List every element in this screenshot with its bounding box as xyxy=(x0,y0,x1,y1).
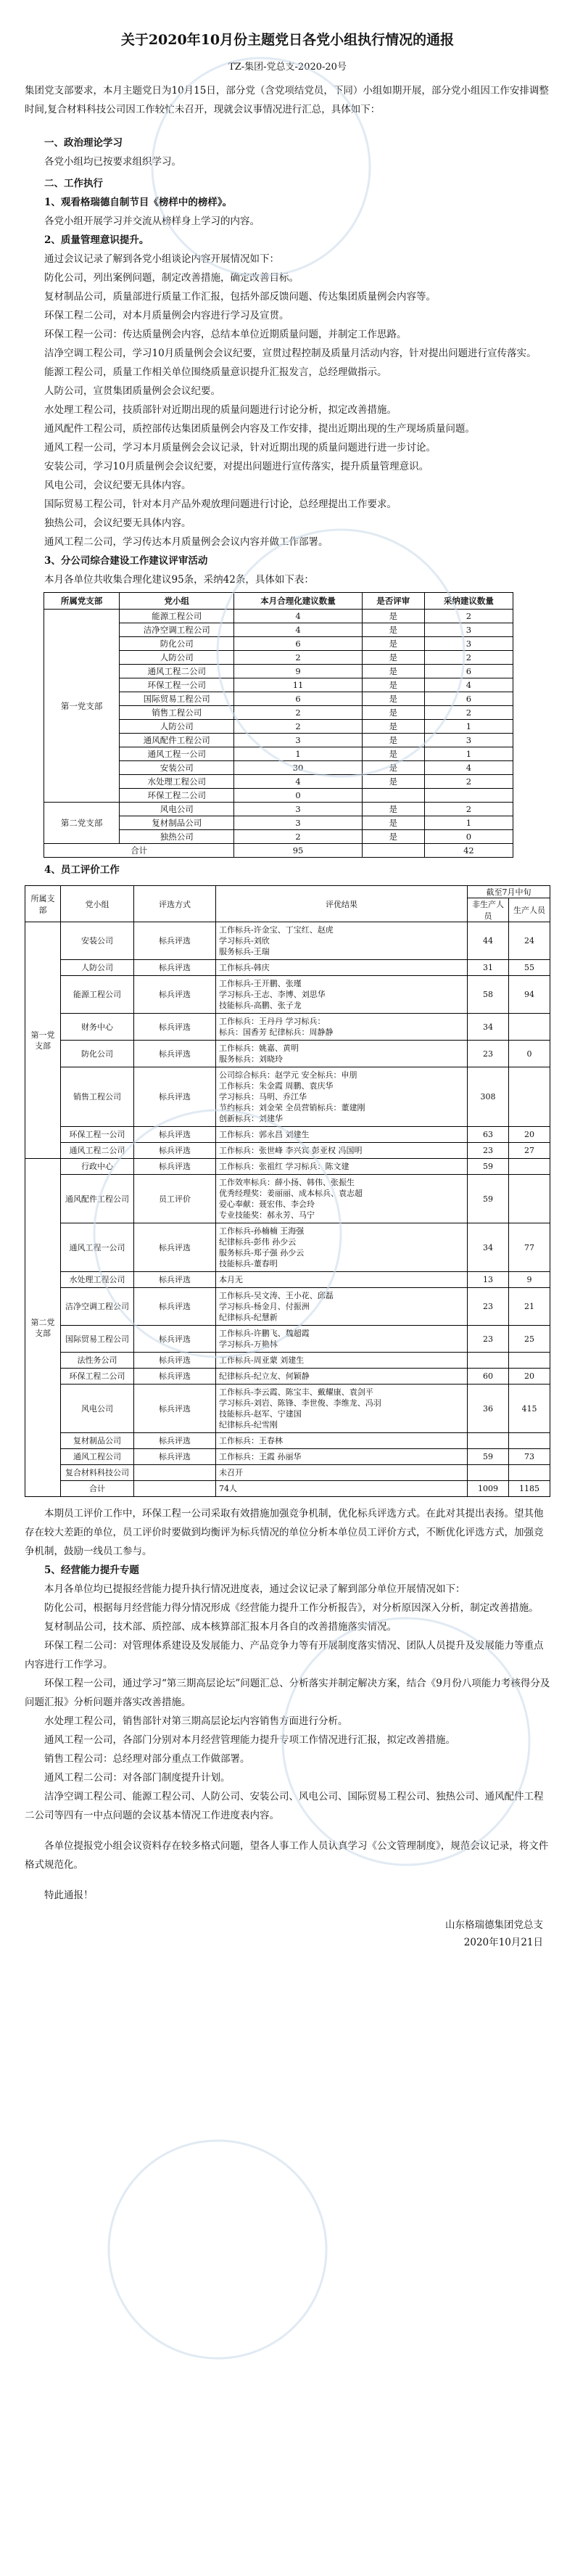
t1-header-review: 是否评审 xyxy=(362,593,424,610)
non-production-cell: 59 xyxy=(468,1175,509,1223)
group-cell: 通风工程一公司 xyxy=(120,747,234,761)
production-cell: 20 xyxy=(509,1369,550,1385)
adopted-cell: 2 xyxy=(424,651,513,665)
group-cell: 洁净空调工程公司 xyxy=(61,1288,134,1326)
adopted-cell: 1 xyxy=(424,816,513,830)
group-cell: 财务中心 xyxy=(61,1014,134,1041)
result-cell: 本月无 xyxy=(216,1272,468,1288)
section-1-heading: 一、政治理论学习 xyxy=(44,137,123,149)
group-cell: 复材制品公司 xyxy=(61,1433,134,1449)
review-cell: 是 xyxy=(362,665,424,678)
non-production-cell xyxy=(468,1433,509,1449)
table-row xyxy=(25,1223,550,1272)
adopted-cell: 2 xyxy=(424,775,513,789)
method-cell: 标兵评选 xyxy=(134,1067,216,1127)
production-cell xyxy=(509,1159,550,1175)
table-total-row xyxy=(44,844,513,858)
non-production-cell: 13 xyxy=(468,1272,509,1288)
production-cell: 73 xyxy=(509,1449,550,1465)
total-review-cell xyxy=(362,844,424,858)
review-cell: 是 xyxy=(362,803,424,816)
adopted-cell: 2 xyxy=(424,803,513,816)
ability-report-item: 通风工程一公司，各部门分别对本月经营管理能力提升专项工作情况进行汇报，拟定改善措施。 xyxy=(44,1734,455,1746)
table-row xyxy=(25,1175,550,1223)
method-cell: 标兵评选 xyxy=(134,922,216,960)
production-cell: 94 xyxy=(509,976,550,1014)
quality-report-item: 复材制品公司，质量部进行质量工作汇报，包括外部反馈问题、传达集团质量例会内容等。 xyxy=(44,291,436,303)
result-cell: 工作标兵：姚嘉、黄明 服务标兵：刘晓玲 xyxy=(216,1041,468,1067)
result-cell: 工作标兵：郭永昌 刘建生 xyxy=(216,1127,468,1143)
count-cell: 9 xyxy=(234,665,362,678)
group-cell: 安装公司 xyxy=(61,922,134,960)
method-cell: 标兵评选 xyxy=(134,1369,216,1385)
suggestion-table xyxy=(44,592,513,858)
ability-report-list xyxy=(25,1599,550,1825)
non-production-cell: 58 xyxy=(468,976,509,1014)
group-cell: 通风配件工程公司 xyxy=(61,1175,134,1223)
count-cell: 2 xyxy=(234,720,362,734)
production-cell xyxy=(509,1014,550,1041)
review-cell: 是 xyxy=(362,816,424,830)
group-cell: 人防公司 xyxy=(120,651,234,665)
group-cell: 环保工程一公司 xyxy=(61,1127,134,1143)
result-cell: 工作标兵：王霞 孙丽华 xyxy=(216,1449,468,1465)
count-cell: 4 xyxy=(234,775,362,789)
group-cell: 通风工程二公司 xyxy=(120,665,234,678)
table-row xyxy=(44,803,513,816)
review-cell xyxy=(362,789,424,803)
production-cell: 55 xyxy=(509,960,550,976)
result-cell: 工作标兵-吴文涛、王小花、邱磊 学习标兵-杨金月、付振洲 纪律标兵-纪慧新 xyxy=(216,1288,468,1326)
adopted-cell: 4 xyxy=(424,678,513,692)
review-cell: 是 xyxy=(362,720,424,734)
review-cell: 是 xyxy=(362,692,424,706)
branch-cell: 第一党支部 xyxy=(44,610,120,803)
adopted-cell: 6 xyxy=(424,665,513,678)
count-cell: 4 xyxy=(234,623,362,637)
count-cell: 6 xyxy=(234,692,362,706)
review-cell: 是 xyxy=(362,623,424,637)
method-cell: 标兵评选 xyxy=(134,1288,216,1326)
non-production-cell: 34 xyxy=(468,1223,509,1272)
result-cell: 工作标兵：王丹丹 学习标兵： 标兵：国香芳 纪律标兵：周静静 xyxy=(216,1014,468,1041)
adopted-cell: 6 xyxy=(424,692,513,706)
watermark-seal-5 xyxy=(109,2141,326,2358)
production-cell: 77 xyxy=(509,1223,550,1272)
group-cell: 国际贸易工程公司 xyxy=(120,692,234,706)
non-production-cell: 63 xyxy=(468,1127,509,1143)
branch-cell: 第二党支部 xyxy=(25,1159,61,1497)
adopted-cell: 3 xyxy=(424,637,513,651)
t2-header-branch: 所属支部 xyxy=(25,886,61,922)
salutation: 集团党支部要求，本月主题党日为10月15日，部分党（含党项结党员，下同）小组如期开展，部分党小组因工作安排调整时间,复合材料科技公司因工作较忙未召开，现就会议事情况进行汇总，具体如下： xyxy=(25,85,549,115)
count-cell: 3 xyxy=(234,803,362,816)
adopted-cell: 3 xyxy=(424,734,513,747)
adopted-cell: 0 xyxy=(424,830,513,844)
method-cell: 员工评价 xyxy=(134,1175,216,1223)
method-cell: 标兵评选 xyxy=(134,1159,216,1175)
section-1-text: 各党小组均已按要求组织学习。 xyxy=(44,156,181,168)
method-cell: 标兵评选 xyxy=(134,960,216,976)
t1-header-branch: 所属党支部 xyxy=(44,593,120,610)
group-cell: 环保工程二公司 xyxy=(61,1369,134,1385)
adopted-cell: 3 xyxy=(424,623,513,637)
non-production-cell: 308 xyxy=(468,1067,509,1127)
count-cell: 2 xyxy=(234,830,362,844)
quality-report-item: 环保工程一公司：传达质量例会内容，总结本单位近期质量问题，并制定工作思路。 xyxy=(44,329,407,340)
count-cell: 2 xyxy=(234,706,362,720)
result-cell: 工作标兵-许鹏飞、魏超霞 学习标兵-万艳林 xyxy=(216,1326,468,1353)
subsection-1-heading: 1、观看格瑞德自制节目《榜样中的榜样》。 xyxy=(44,197,233,208)
table-row xyxy=(25,1449,550,1465)
count-cell: 6 xyxy=(234,637,362,651)
production-cell: 415 xyxy=(509,1385,550,1433)
non-production-cell: 34 xyxy=(468,1014,509,1041)
table-row xyxy=(44,610,513,623)
ability-report-item: 通风工程二公司：对各部门制度提升计划。 xyxy=(44,1772,231,1784)
result-cell: 工作效率标兵：薛小扬、韩伟、张振生 优秀经理奖：姜丽丽、成本标兵、袁志超 爱心奉献：聂宏伟、李会玲 专业技能奖：郝永芳、马宁 xyxy=(216,1175,468,1223)
group-cell: 通风配件工程公司 xyxy=(120,734,234,747)
count-cell: 3 xyxy=(234,816,362,830)
non-production-cell: 23 xyxy=(468,1143,509,1159)
branch-cell: 第二党支部 xyxy=(44,803,120,844)
t1-header-group: 党小组 xyxy=(120,593,234,610)
group-cell: 防化公司 xyxy=(61,1041,134,1067)
count-cell: 3 xyxy=(234,734,362,747)
result-cell: 工作标兵-周亚蒙 刘建生 xyxy=(216,1353,468,1369)
subsection-1-text: 各党小组开展学习并交流从榜样身上学习的内容。 xyxy=(44,216,260,227)
method-cell: 标兵评选 xyxy=(134,1127,216,1143)
quality-report-item: 安装公司，学习10月质量例会会议纪要，对提出问题进行宣传落实，提升质量管理意识。 xyxy=(44,461,429,472)
non-production-cell: 59 xyxy=(468,1159,509,1175)
result-cell: 工作标兵：张祖红 学习标兵：陈文建 xyxy=(216,1159,468,1175)
non-production-cell: 36 xyxy=(468,1385,509,1433)
production-cell: 21 xyxy=(509,1288,550,1326)
review-cell: 是 xyxy=(362,706,424,720)
non-production-cell: 44 xyxy=(468,922,509,960)
non-production-cell: 59 xyxy=(468,1449,509,1465)
ability-report-item: 销售工程公司：总经理对部分重点工作做部署。 xyxy=(44,1753,250,1765)
review-cell: 是 xyxy=(362,734,424,747)
method-cell: 标兵评选 xyxy=(134,1041,216,1067)
t2-header-group: 党小组 xyxy=(61,886,134,922)
review-cell: 是 xyxy=(362,651,424,665)
quality-report-item: 风电公司，会议纪要无具体内容。 xyxy=(44,480,191,491)
group-cell: 水处理工程公司 xyxy=(61,1272,134,1288)
production-cell xyxy=(509,1465,550,1481)
production-cell: 20 xyxy=(509,1127,550,1143)
document-title: 关于2020年10月份主题党日各党小组执行情况的通报 xyxy=(120,32,455,48)
group-cell: 风电公司 xyxy=(120,803,234,816)
production-cell xyxy=(509,1175,550,1223)
table-row xyxy=(25,1465,550,1481)
non-production-cell: 23 xyxy=(468,1288,509,1326)
method-cell: 标兵评选 xyxy=(134,1353,216,1369)
method-cell: 标兵评选 xyxy=(134,1143,216,1159)
t2-header-deadline: 截至7月中旬 xyxy=(468,886,550,898)
adopted-cell xyxy=(424,789,513,803)
result-cell: 74人 xyxy=(216,1481,468,1497)
quality-report-item: 独热公司，会议纪要无具体内容。 xyxy=(44,517,191,529)
evaluation-summary: 本期员工评价工作中，环保工程一公司采取有效措施加强竞争机制，优化标兵评选方式。在此对其提出表扬。望其他存在较大差距的单位，员工评价时要做到均衡评为标兵情况的单位分析本单位员工评价方式，不断优化评选方式，加强竞争机制，鼓励一线员工参与。 xyxy=(25,1508,544,1557)
table-row xyxy=(25,922,550,960)
production-cell: 25 xyxy=(509,1326,550,1353)
adopted-cell: 2 xyxy=(424,706,513,720)
subsection-2-heading: 2、质量管理意识提升。 xyxy=(44,234,149,246)
table-row xyxy=(25,1067,550,1127)
quality-report-item: 防化公司，列出案例问题，制定改善措施，确定改善目标。 xyxy=(44,272,299,284)
t1-header-count: 本月合理化建议数量 xyxy=(234,593,362,610)
group-cell: 独热公司 xyxy=(120,830,234,844)
production-cell: 24 xyxy=(509,922,550,960)
production-cell xyxy=(509,1353,550,1369)
table-row xyxy=(25,1159,550,1175)
table-row xyxy=(25,1353,550,1369)
result-cell: 未召开 xyxy=(216,1465,468,1481)
production-cell: 0 xyxy=(509,1041,550,1067)
closing-paragraph: 各单位提报党小组会议资料存在较多格式问题，望各人事工作人员认真学习《公文管理制度》，规范会议记录，将文件格式规范化。 xyxy=(25,1840,549,1871)
quality-report-item: 国际贸易工程公司，针对本月产品外观放理问题进行讨论，总经理提出工作要求。 xyxy=(44,499,397,510)
result-cell: 公司综合标兵：赵学元 安全标兵：申朋 工作标兵：朱金霞 周鹏、袁庆华 学习标兵：马明、乔江华 节约标兵：刘金荣 全员营销标兵：董建刚 创新标兵：刘建华 xyxy=(216,1067,468,1127)
group-cell: 行政中心 xyxy=(61,1159,134,1175)
review-cell: 是 xyxy=(362,830,424,844)
method-cell: 标兵评选 xyxy=(134,1385,216,1433)
quality-report-item: 洁净空调工程公司，学习10月质量例会会议纪要，宣贯过程控制及质量月活动内容，针对提出问题进行宣传落实。 xyxy=(44,348,537,359)
table-row xyxy=(25,1326,550,1353)
total-label-cell: 合计 xyxy=(44,844,234,858)
group-cell: 合计 xyxy=(61,1481,134,1497)
table-row xyxy=(25,976,550,1014)
ability-report-item: 环保工程二公司：对管理体系建设及发展能力、产品竞争力等有开展制度落实情况、团队人员提升及发展能力等重点内容进行工作学习。 xyxy=(25,1640,544,1670)
non-production-cell: 23 xyxy=(468,1041,509,1067)
quality-report-item: 能源工程公司，质量工作相关单位围绕质量意识提升汇报发言，总经理做指示。 xyxy=(44,366,387,378)
result-cell: 工作标兵-韩庆 xyxy=(216,960,468,976)
result-cell: 工作标兵-李云霞、陈宝丰、戴耀康、袁剑平 学习标兵-刘岩、陈锋、李世俊、李维龙、冯羽 技能标兵-赵军、宁建国 纪律标兵-纪雪刚 xyxy=(216,1385,468,1433)
method-cell xyxy=(134,1481,216,1497)
group-cell: 人防公司 xyxy=(61,960,134,976)
notice-line: 特此通报！ xyxy=(44,1890,94,1901)
table-row xyxy=(25,1272,550,1288)
t2-header-production: 生产人员 xyxy=(509,898,550,922)
review-cell: 是 xyxy=(362,610,424,623)
method-cell: 标兵评选 xyxy=(134,1014,216,1041)
table-row xyxy=(25,1385,550,1433)
non-production-cell: 1009 xyxy=(468,1481,509,1497)
t2-header-non-production: 非生产人员 xyxy=(468,898,509,922)
group-cell: 通风工程公司 xyxy=(61,1449,134,1465)
review-cell: 是 xyxy=(362,775,424,789)
quality-report-item: 通风工程一公司，学习本月质量例会会议记录，针对近期出现的质量问题进行进一步讨论。 xyxy=(44,442,436,454)
adopted-cell: 1 xyxy=(424,747,513,761)
review-cell: 是 xyxy=(362,678,424,692)
group-cell: 能源工程公司 xyxy=(61,976,134,1014)
evaluation-table xyxy=(25,885,550,1497)
count-cell: 0 xyxy=(234,789,362,803)
production-cell: 9 xyxy=(509,1272,550,1288)
ability-report-item: 水处理工程公司，销售部针对第三期高层论坛内容销售方面进行分析。 xyxy=(44,1715,348,1727)
table-row xyxy=(25,960,550,976)
section-2-heading: 二、工作执行 xyxy=(44,178,103,189)
document-number: TZ-集团-党总支-2020-20号 xyxy=(228,62,347,73)
count-cell: 11 xyxy=(234,678,362,692)
production-cell xyxy=(509,1067,550,1127)
method-cell: 标兵评选 xyxy=(134,1433,216,1449)
t2-header-result: 评优结果 xyxy=(216,886,468,922)
adopted-cell: 4 xyxy=(424,761,513,775)
subsection-2-intro: 通过会议记录了解到各党小组谈论内容开展情况如下： xyxy=(44,253,279,265)
total-count-cell: 95 xyxy=(234,844,362,858)
method-cell xyxy=(134,1465,216,1481)
table-row xyxy=(25,1481,550,1497)
group-cell: 国际贸易工程公司 xyxy=(61,1326,134,1353)
t1-header-adopted: 采纳建议数量 xyxy=(424,593,513,610)
group-cell: 防化公司 xyxy=(120,637,234,651)
review-cell: 是 xyxy=(362,747,424,761)
ability-report-item: 防化公司，根据每月经营能力得分情况形成《经营能力提升工作分析报告》，对分析原因深入分析，制定改善措施。 xyxy=(44,1602,539,1614)
group-cell: 环保工程二公司 xyxy=(120,789,234,803)
quality-report-item: 人防公司，宣贯集团质量例会会议纪要。 xyxy=(44,385,220,397)
subsection-3-heading: 3、分公司综合建设工作建议评审活动 xyxy=(44,555,208,567)
production-cell: 1185 xyxy=(509,1481,550,1497)
signature-org: 山东格瑞德集团党总支 xyxy=(445,1919,543,1931)
group-cell: 环保工程一公司 xyxy=(120,678,234,692)
quality-report-item: 水处理工程公司，技质部针对近期出现的质量问题进行讨论分析，拟定改善措施。 xyxy=(44,404,397,416)
result-cell: 工作标兵-许金宝、丁宝红、赵虎 学习标兵-刘欣 服务标兵-王瑞 xyxy=(216,922,468,960)
table-row xyxy=(25,1014,550,1041)
branch-cell: 第一党支部 xyxy=(25,922,61,1159)
result-cell: 工作标兵-孙楠楠 王海强 纪律标兵-彭伟 孙少云 服务标兵-郑子强 孙少云 技能标兵-董春明 xyxy=(216,1223,468,1272)
adopted-cell: 2 xyxy=(424,610,513,623)
signature-date: 2020年10月21日 xyxy=(463,1937,543,1948)
group-cell: 通风工程一公司 xyxy=(61,1223,134,1272)
review-cell: 是 xyxy=(362,761,424,775)
group-cell: 法性务公司 xyxy=(61,1353,134,1369)
group-cell: 人防公司 xyxy=(120,720,234,734)
production-cell xyxy=(509,1433,550,1449)
method-cell: 标兵评选 xyxy=(134,1449,216,1465)
ability-report-item: 复材制品公司，技术部、质控部、成本核算部汇报本月各自的改善措施落实情况。 xyxy=(44,1621,397,1633)
count-cell: 4 xyxy=(234,610,362,623)
group-cell: 水处理工程公司 xyxy=(120,775,234,789)
review-cell: 是 xyxy=(362,637,424,651)
result-cell: 工作标兵-王开鹏、张瑾 学习标兵-王志、李博、刘思华 技能标兵-高鹏、张子龙 xyxy=(216,976,468,1014)
group-cell: 能源工程公司 xyxy=(120,610,234,623)
table-row xyxy=(25,1288,550,1326)
count-cell: 30 xyxy=(234,761,362,775)
total-adopted-cell: 42 xyxy=(424,844,513,858)
quality-report-item: 通风配件工程公司，质控部传达集团质量例会内容及工作安排，提出近期出现的生产现场质量问题。 xyxy=(44,423,475,435)
method-cell: 标兵评选 xyxy=(134,1326,216,1353)
count-cell: 2 xyxy=(234,651,362,665)
subsection-4-heading: 4、员工评价工作 xyxy=(44,864,120,876)
group-cell: 风电公司 xyxy=(61,1385,134,1433)
group-cell: 复材制品公司 xyxy=(120,816,234,830)
group-cell: 洁净空调工程公司 xyxy=(120,623,234,637)
group-cell: 安装公司 xyxy=(120,761,234,775)
non-production-cell xyxy=(468,1353,509,1369)
subsection-5-heading: 5、经营能力提升专题 xyxy=(44,1564,139,1576)
count-cell: 1 xyxy=(234,747,362,761)
table-row xyxy=(25,1369,550,1385)
group-cell: 销售工程公司 xyxy=(61,1067,134,1127)
subsection-3-text: 本月各单位共收集合理化建议95条，采纳42条，具体如下表： xyxy=(44,574,314,586)
group-cell: 销售工程公司 xyxy=(120,706,234,720)
method-cell: 标兵评选 xyxy=(134,976,216,1014)
non-production-cell xyxy=(468,1465,509,1481)
quality-report-item: 通风工程二公司，学习传达本月质量例会会议内容并做工作部署。 xyxy=(44,536,328,548)
non-production-cell: 31 xyxy=(468,960,509,976)
group-cell: 复合材料科技公司 xyxy=(61,1465,134,1481)
subsection-5-intro: 本月各单位均已提报经营能力提升执行情况进度表，通过会议记录了解到部分单位开展情况如下： xyxy=(44,1583,466,1595)
t2-header-method: 评选方式 xyxy=(134,886,216,922)
table-row xyxy=(25,1433,550,1449)
production-cell: 27 xyxy=(509,1143,550,1159)
non-production-cell: 23 xyxy=(468,1326,509,1353)
table-row xyxy=(25,1127,550,1143)
non-production-cell: 60 xyxy=(468,1369,509,1385)
table-row xyxy=(25,1143,550,1159)
quality-report-item: 环保工程二公司，对本月质量例会内容进行学习及宣贯。 xyxy=(44,310,289,321)
result-cell: 工作标兵：张世峰 李兴宾 彭亚权 冯国明 xyxy=(216,1143,468,1159)
method-cell: 标兵评选 xyxy=(134,1272,216,1288)
table-row xyxy=(25,1041,550,1067)
adopted-cell: 1 xyxy=(424,720,513,734)
result-cell: 工作标兵：王春林 xyxy=(216,1433,468,1449)
quality-report-list xyxy=(25,268,550,551)
method-cell: 标兵评选 xyxy=(134,1223,216,1272)
result-cell: 纪律标兵-纪立友、何颖静 xyxy=(216,1369,468,1385)
ability-report-item: 洁净空调工程公司、能源工程公司、人防公司、安装公司、风电公司、国际贸易工程公司、独热公司、通风配件工程二公司等四有一中点问题的会议基本情况工作进度表内容。 xyxy=(25,1791,544,1821)
ability-report-item: 环保工程一公司，通过学习“第三期高层论坛”问题汇总、分析落实并制定解决方案，结合《9月份八项能力考核得分及问题汇报》分析问题并落实改善措施。 xyxy=(25,1678,550,1708)
group-cell: 通风工程二公司 xyxy=(61,1143,134,1159)
